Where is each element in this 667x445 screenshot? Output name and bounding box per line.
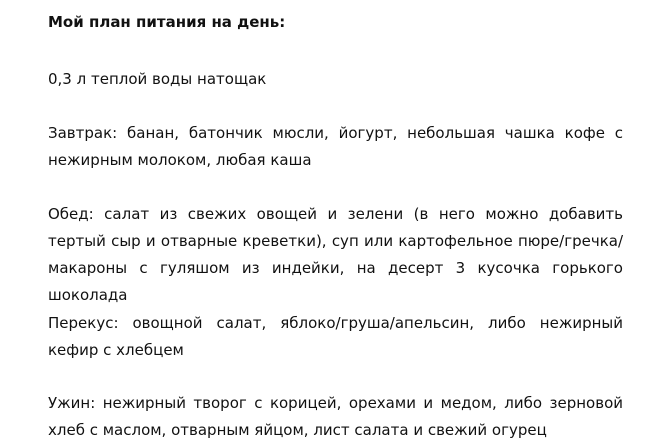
- paragraph-lunch: Обед: салат из свежих овощей и зелени (в него можно добавить тертый сыр и отварные креветки), суп или картофельное пюре/гречка/макароны с гуляшом из индейки, на десерт 3 кусочка горького шоколада: [48, 205, 623, 304]
- paragraph-snack: Перекус: овощной салат, яблоко/груша/апельсин, либо нежирный кефир с хлебцем: [48, 314, 623, 359]
- page-title: Мой план питания на день:: [48, 13, 286, 31]
- paragraph-water: 0,3 л теплой воды натощак: [48, 70, 267, 88]
- paragraph-dinner: Ужин: нежирный творог с корицей, орехами и медом, либо зерновой хлеб с маслом, отварным яйцом, лист салата и свежий огурец: [48, 394, 623, 439]
- paragraph-breakfast: Завтрак: банан, батончик мюсли, йогурт, небольшая чашка кофе с нежирным молоком, любая каша: [48, 124, 623, 169]
